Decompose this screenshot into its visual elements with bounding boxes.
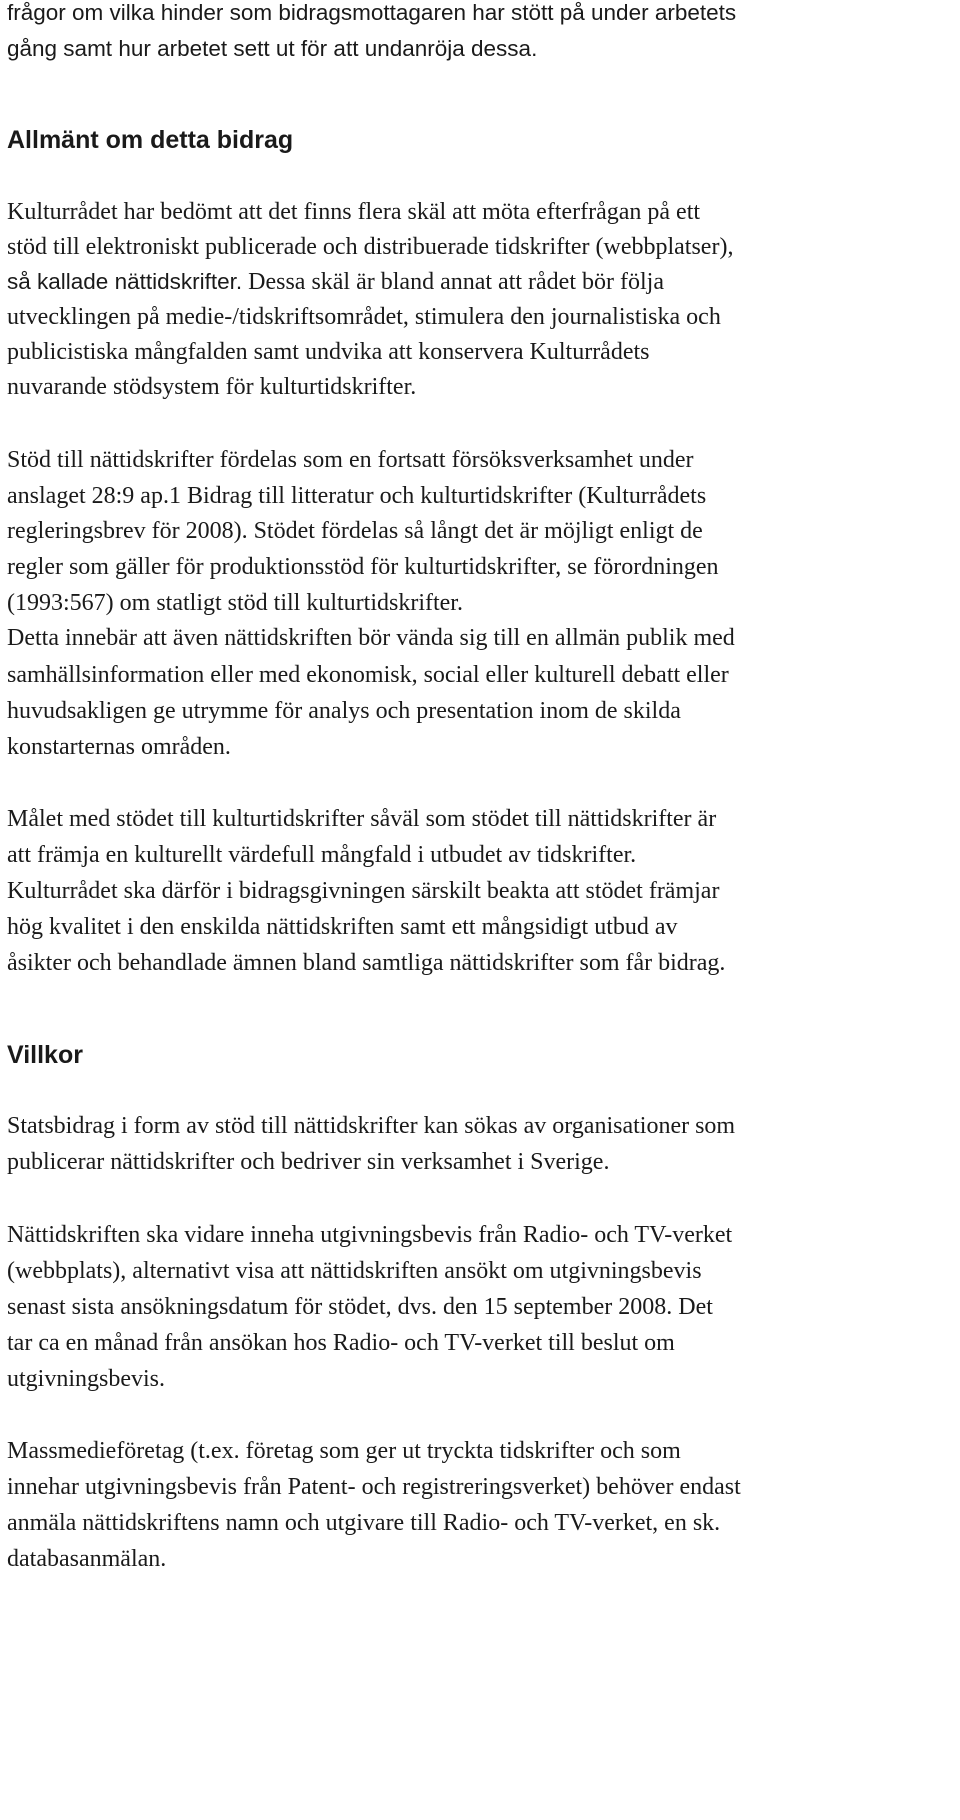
paragraph-line: Detta innebär att även nättidskriften bör vända sig till en allmän publik med [7,625,735,651]
paragraph-line: tar ca en månad från ansökan hos Radio- och TV-verket till beslut om [7,1330,675,1356]
paragraph-line: senast sista ansökningsdatum för stödet, dvs. den 15 september 2008. Det [7,1294,713,1320]
intro-line: gång samt hur arbetet sett ut för att undanröja dessa. [7,36,538,61]
paragraph-line: Kulturrådet har bedömt att det finns flera skäl att möta efterfrågan på ett [7,199,701,225]
paragraph-line: regleringsbrev för 2008). Stödet fördelas så långt det är möjligt enligt de [7,518,703,544]
paragraph-line-sans-part: så kallade nättidskrifter. [7,269,243,294]
paragraph-line: samhällsinformation eller med ekonomisk, social eller kulturell debatt eller [7,662,729,688]
paragraph-line: anslaget 28:9 ap.1 Bidrag till litteratur och kulturtidskrifter (Kulturrådets [7,483,707,509]
section-heading-conditions: Villkor [7,1041,83,1069]
paragraph-line: (webbplats), alternativt visa att nättidskriften ansökt om utgivningsbevis [7,1258,702,1284]
paragraph-line: regler som gäller för produktionsstöd för kulturtidskrifter, se förordningen [7,554,719,580]
paragraph-line: utgivningsbevis. [7,1366,166,1392]
paragraph-line: Statsbidrag i form av stöd till nättidskrifter kan sökas av organisationer som [7,1113,736,1139]
paragraph-line: åsikter och behandlade ämnen bland samtliga nättidskrifter som får bidrag. [7,950,726,976]
paragraph-line: att främja en kulturellt värdefull mångfald i utbudet av tidskrifter. [7,842,637,868]
paragraph-line: Kulturrådet ska därför i bidragsgivningen särskilt beakta att stödet främjar [7,878,720,904]
paragraph-line: (1993:567) om statligt stöd till kulturtidskrifter. [7,590,463,616]
intro-line: frågor om vilka hinder som bidragsmottagaren har stött på under arbetets [7,0,737,25]
paragraph-line: databasanmälan. [7,1546,167,1572]
paragraph-line: Stöd till nättidskrifter fördelas som en fortsatt försöksverksamhet under [7,447,694,473]
paragraph-line: stöd till elektroniskt publicerade och distribuerade tidskrifter (webbplatser), [7,234,734,260]
paragraph-line: nuvarande stödsystem för kulturtidskrifter. [7,374,417,400]
paragraph-line: publicistiska mångfalden samt undvika att konservera Kulturrådets [7,339,650,365]
paragraph-line: anmäla nättidskriftens namn och utgivare till Radio- och TV-verket, en sk. [7,1510,721,1536]
paragraph-line: innehar utgivningsbevis från Patent- och registreringsverket) behöver endast [7,1474,741,1500]
paragraph-line-mixed [7,269,664,296]
paragraph-line: Massmedieföretag (t.ex. företag som ger ut tryckta tidskrifter och som [7,1438,681,1464]
section-heading-general: Allmänt om detta bidrag [7,126,294,154]
paragraph-line: publicerar nättidskrifter och bedriver sin verksamhet i Sverige. [7,1149,610,1175]
paragraph-line-serif-part: Dessa skäl är bland annat att rådet bör följa [242,269,664,295]
paragraph-line: Nättidskriften ska vidare inneha utgivningsbevis från Radio- och TV-verket [7,1222,733,1248]
paragraph-line: huvudsakligen ge utrymme för analys och presentation inom de skilda [7,698,681,724]
paragraph-line: utvecklingen på medie-/tidskriftsområdet, stimulera den journalistiska och [7,304,721,330]
paragraph-line: hög kvalitet i den enskilda nättidskriften samt ett mångsidigt utbud av [7,914,678,940]
paragraph-line: konstarternas områden. [7,734,231,760]
paragraph-line: Målet med stödet till kulturtidskrifter såväl som stödet till nättidskrifter är [7,806,717,832]
